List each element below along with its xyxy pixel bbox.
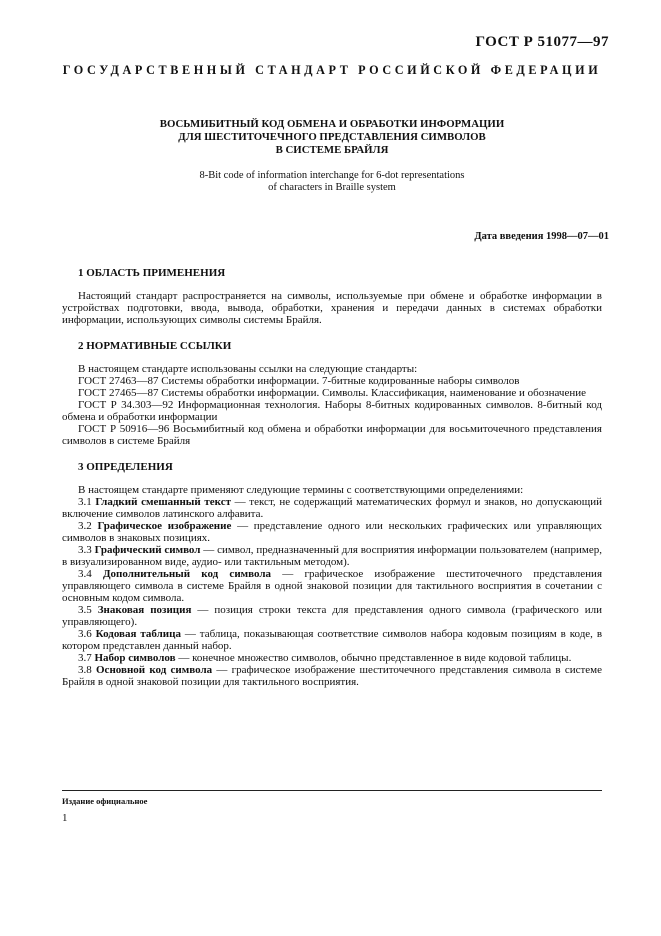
state-standard-heading: ГОСУДАРСТВЕННЫЙ СТАНДАРТ РОССИЙСКОЙ ФЕДЕРАЦИИ <box>62 63 602 77</box>
term-number: 3.2 <box>78 520 92 532</box>
section-definitions <box>62 461 602 688</box>
term-definition: — конечное множество символов, обычно представленное в виде кодовой таблицы. <box>175 652 572 664</box>
term-number: 3.7 <box>78 652 92 664</box>
term-number: 3.4 <box>78 568 92 580</box>
reference-item: ГОСТ 27465—87 Системы обработки информации. Символы. Классификация, наименование и обозначение <box>78 387 587 399</box>
footer-divider <box>62 790 602 791</box>
section-heading: 1 ОБЛАСТЬ ПРИМЕНЕНИЯ <box>78 267 226 279</box>
introduction-date: Дата введения 1998—07—01 <box>474 231 609 242</box>
section-heading: 2 НОРМАТИВНЫЕ ССЫЛКИ <box>78 340 232 352</box>
document-title <box>62 118 602 157</box>
term-number: 3.6 <box>78 628 92 640</box>
document-body <box>62 267 602 702</box>
term-number: 3.8 <box>78 664 92 676</box>
term-name: Графическое изображение <box>97 520 232 532</box>
definition-item <box>62 520 602 544</box>
definition-item <box>62 628 602 652</box>
term-number: 3.1 <box>78 496 92 508</box>
definition-item <box>62 568 602 604</box>
edition-note: Издание официальное <box>62 796 148 806</box>
term-name: Дополнительный код символа <box>102 568 272 580</box>
english-title <box>62 170 602 194</box>
title-line-3: В СИСТЕМЕ БРАЙЛЯ <box>275 144 389 156</box>
term-name: Знаковая позиция <box>97 604 192 616</box>
term-definition: — графическое изображение шеститочечного представления управляющего символа в системе Брайля в одной знаковой позиции для тактильного восприятия в сочетании с основным кодом символа. <box>62 568 603 604</box>
english-title-line-1: 8-Bit code of information interchange for 6-dot representations <box>199 170 465 181</box>
term-definition: — графическое изображение шеститочечного представления символа в системе Брайля в одной знаковой позиции для тактильного восприятия. <box>62 664 603 688</box>
definition-item <box>62 544 602 568</box>
term-definition: — представление одного или нескольких графических или управляющих символов в знаковых позициях. <box>62 520 603 544</box>
term-name: Набор символов <box>94 652 176 664</box>
term-name: Основной код символа <box>96 664 213 676</box>
term-name: Кодовая таблица <box>95 628 181 640</box>
term-name: Графический символ <box>94 544 201 556</box>
term-definition: — символ, предназначенный для восприятия информации пользователем (например, в визуализированном виде, аудио- или тактильным методом). <box>62 544 603 568</box>
gost-number: ГОСТ Р 51077—97 <box>475 34 609 50</box>
definition-item <box>62 664 602 688</box>
term-definition: — таблица, показывающая соответствие символов набора кодовым позициям в коде, в котором представлен данный набор. <box>62 628 603 652</box>
term-name: Гладкий смешанный текст <box>95 496 231 508</box>
section-scope <box>62 267 602 326</box>
term-definition: — позиция строки текста для представления одного символа (графического или управляющего). <box>62 604 602 628</box>
paragraph: В настоящем стандарте использованы ссылки на следующие стандарты: <box>78 363 418 375</box>
term-number: 3.3 <box>78 544 92 556</box>
section-normative-references <box>62 340 602 447</box>
term-number: 3.5 <box>78 604 92 616</box>
term-definition: — текст, не содержащий математических формул и знаков, но допускающий включение символов латинского алфавита. <box>62 496 602 520</box>
paragraph: В настоящем стандарте применяют следующие термины с соответствующими определениями: <box>78 484 524 496</box>
paragraph: Настоящий стандарт распространяется на символы, используемые при обмене и обработке информации в устройствах подготовки, ввода, вывода, обработки, хранения и передачи данных в системах обработки информации, использующих символы системы Брайля. <box>62 290 602 326</box>
page-number: 1 <box>62 812 68 824</box>
title-line-2: ДЛЯ ШЕСТИТОЧЕЧНОГО ПРЕДСТАВЛЕНИЯ СИМВОЛОВ <box>178 131 486 143</box>
definition-item <box>62 496 602 520</box>
definition-item <box>62 604 602 628</box>
reference-item: ГОСТ Р 34.303—92 Информационная технология. Наборы 8-битных кодированных символов. 8-битный код обмена и обработки информации <box>62 399 602 423</box>
reference-item: ГОСТ 27463—87 Системы обработки информации. 7-битные кодированные наборы символов <box>78 375 520 387</box>
reference-item: ГОСТ Р 50916—96 Восьмибитный код обмена и обработки информации для восьмиточечного представления символов в системе Брайля <box>62 423 602 447</box>
english-title-line-2: of characters in Braille system <box>268 182 396 193</box>
title-line-1: ВОСЬМИБИТНЫЙ КОД ОБМЕНА И ОБРАБОТКИ ИНФОРМАЦИИ <box>159 118 505 130</box>
section-heading: 3 ОПРЕДЕЛЕНИЯ <box>78 461 173 473</box>
definition-item <box>62 652 602 664</box>
